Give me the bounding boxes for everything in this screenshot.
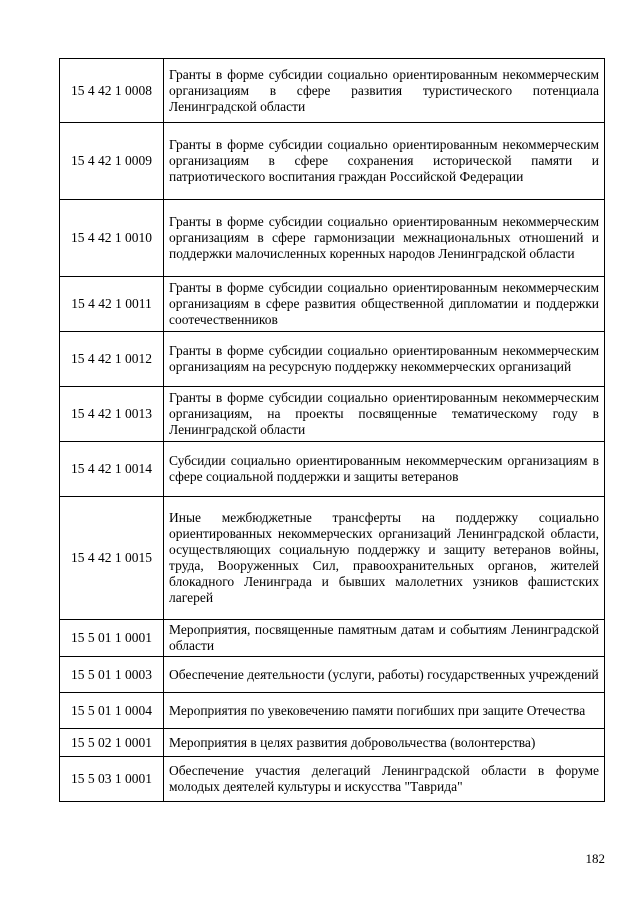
- row-code: 15 4 42 1 0012: [60, 332, 164, 387]
- row-code: 15 4 42 1 0015: [60, 497, 164, 620]
- row-code: 15 4 42 1 0008: [60, 59, 164, 123]
- table-row: [60, 277, 605, 332]
- row-description: Обеспечение участия делегаций Ленинградской области в форуме молодых деятелей культуры и искусства "Таврида": [164, 757, 605, 802]
- row-description: Обеспечение деятельности (услуги, работы) государственных учреждений: [164, 657, 605, 693]
- table-row: [60, 123, 605, 200]
- row-description: Мероприятия в целях развития добровольчества (волонтерства): [164, 729, 605, 757]
- row-description: Гранты в форме субсидии социально ориентированным некоммерческим организациям в сфере гармонизации межнациональных отношений и поддержки малочисленных коренных народов Ленинградской области: [164, 200, 605, 277]
- row-code: 15 5 01 1 0004: [60, 693, 164, 729]
- row-code: 15 5 01 1 0001: [60, 620, 164, 657]
- row-description: Гранты в форме субсидии социально ориентированным некоммерческим организациям в сфере развития общественной дипломатии и поддержки соотечественников: [164, 277, 605, 332]
- row-description: Мероприятия по увековечению памяти погибших при защите Отечества: [164, 693, 605, 729]
- page-number: 182: [585, 851, 605, 866]
- row-description: Гранты в форме субсидии социально ориентированным некоммерческим организациям в сфере сохранения исторической памяти и патриотического воспитания граждан Российской Федерации: [164, 123, 605, 200]
- table-row: [60, 59, 605, 123]
- row-code: 15 4 42 1 0009: [60, 123, 164, 200]
- row-code: 15 5 02 1 0001: [60, 729, 164, 757]
- table-row: [60, 729, 605, 757]
- table-row: [60, 657, 605, 693]
- budget-codes-table: [59, 58, 605, 802]
- row-code: 15 4 42 1 0011: [60, 277, 164, 332]
- row-code: 15 5 01 1 0003: [60, 657, 164, 693]
- row-description: Гранты в форме субсидии социально ориентированным некоммерческим организациям на ресурсную поддержку некоммерческих организаций: [164, 332, 605, 387]
- row-description: Гранты в форме субсидии социально ориентированным некоммерческим организациям в сфере развития туристического потенциала Ленинградской области: [164, 59, 605, 123]
- table-row: [60, 497, 605, 620]
- table-row: [60, 693, 605, 729]
- row-description: Мероприятия, посвященные памятным датам и событиям Ленинградской области: [164, 620, 605, 657]
- table-row: [60, 332, 605, 387]
- row-description: Иные межбюджетные трансферты на поддержку социально ориентированных некоммерческих организаций Ленинградской области, осуществляющих социальную поддержку и защиту ветеранов войны, труда, Вооруженных Сил, правоохранительных органов, жителей блокадного Ленинграда и бывших малолетних узников фашистских лагерей: [164, 497, 605, 620]
- table-row: [60, 620, 605, 657]
- row-code: 15 4 42 1 0010: [60, 200, 164, 277]
- table-row: [60, 387, 605, 442]
- table-row: [60, 442, 605, 497]
- table-row: [60, 200, 605, 277]
- row-code: 15 5 03 1 0001: [60, 757, 164, 802]
- row-code: 15 4 42 1 0014: [60, 442, 164, 497]
- row-description: Субсидии социально ориентированным некоммерческим организациям в сфере социальной поддержки и защиты ветеранов: [164, 442, 605, 497]
- table-row: [60, 757, 605, 802]
- row-code: 15 4 42 1 0013: [60, 387, 164, 442]
- row-description: Гранты в форме субсидии социально ориентированным некоммерческим организациям, на проекты посвященные тематическому году в Ленинградской области: [164, 387, 605, 442]
